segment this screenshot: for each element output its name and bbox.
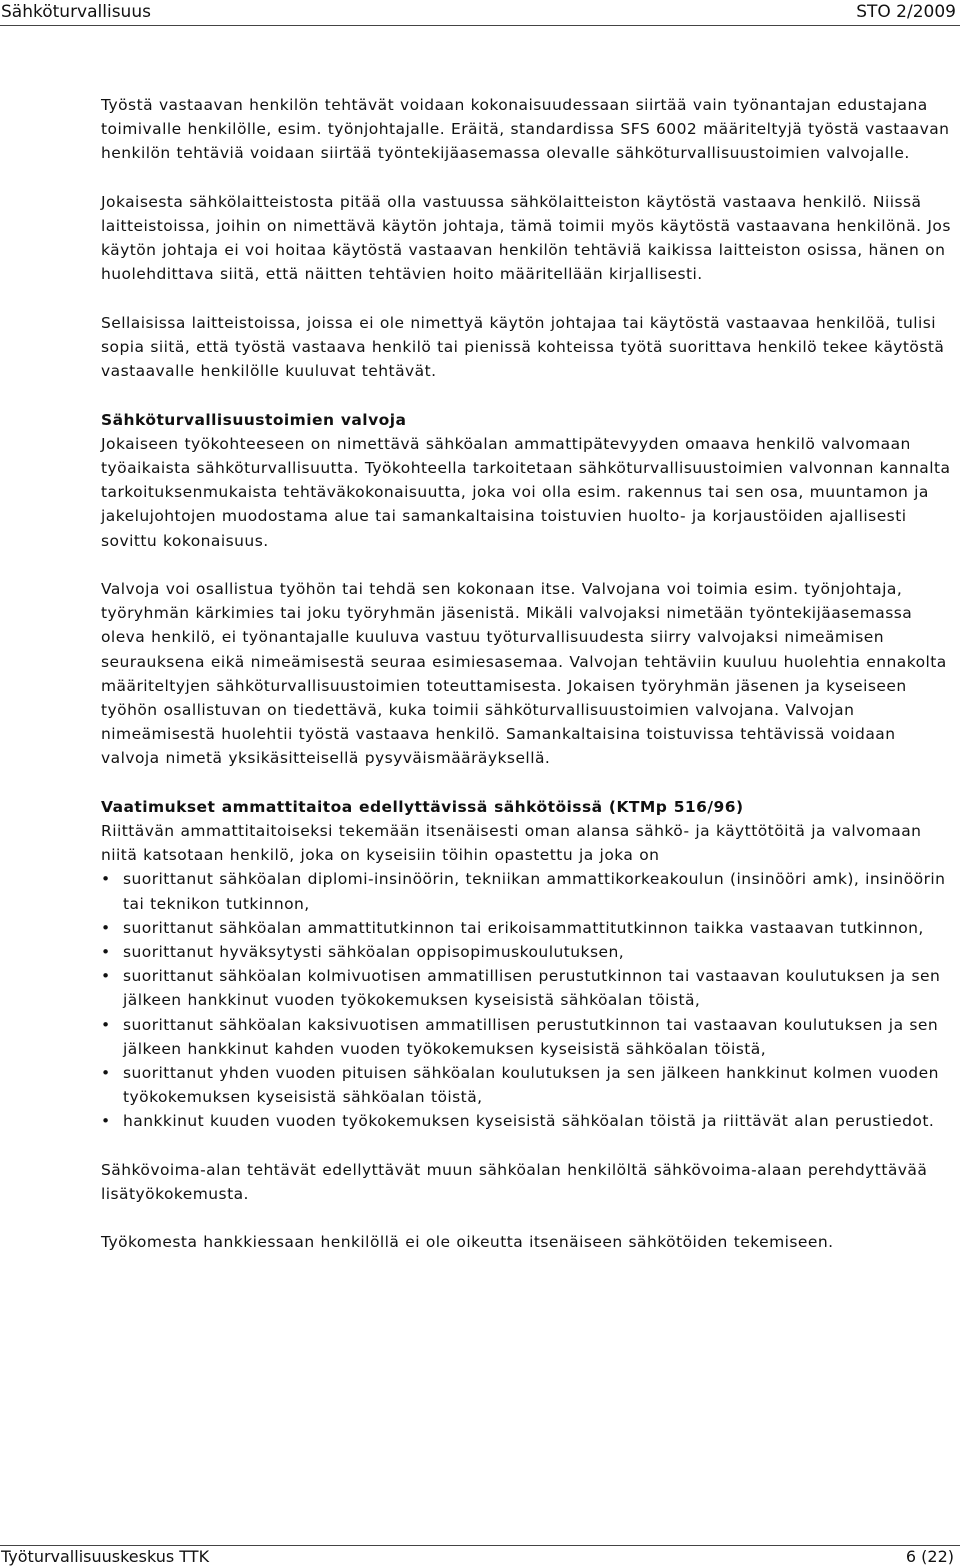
bullet-icon: • — [101, 1112, 111, 1131]
paragraph: Työstä vastaavan henkilön tehtävät voidaan kokonaisuudessaan siirtää vain työnantajan edustajana toimivalle henkilölle, esim. työnjohtajalle. Eräitä, standardissa SFS 6002 määriteltyjä työstä vastaavan henkilön tehtäviä voidaan siirtää työntekijäasemassa olevalle sähköturvallisuustoimien valvojalle. — [101, 96, 950, 163]
list-item-text: suorittanut sähköalan diplomi-insinöörin, tekniikan ammattikorkeakoulun (insinööri amk), insinöörin tai teknikon tutkinnon, — [123, 870, 946, 913]
page-footer — [0, 1545, 960, 1568]
section-heading-valvoja: Sähköturvallisuustoimien valvoja — [101, 410, 407, 429]
bullet-icon: • — [101, 943, 111, 962]
page-header — [0, 0, 960, 26]
list-item-text: suorittanut sähköalan kaksivuotisen ammatillisen perustutkinnon tai vastaavan koulutuksen ja sen jälkeen hankkinut kahden vuoden työkokemuksen kyseisistä sähköalan töistä, — [123, 1015, 939, 1058]
list-item — [101, 867, 959, 915]
paragraph: Riittävän ammattitaitoiseksi tekemään itsenäisesti oman alansa sähkö- ja käyttötöitä ja valvomaan niitä katsotaan henkilö, joka on kyseisiin töihin opastettu ja joka on — [101, 822, 922, 865]
list-item — [101, 1061, 959, 1109]
list-item — [101, 916, 959, 940]
paragraph: Sähkövoima-alan tehtävät edellyttävät muun sähköalan henkilöltä sähkövoima-alaan perehdyttävää lisätyökokemusta. — [101, 1160, 928, 1204]
paragraph: Työkomesta hankkiessaan henkilöllä ei ole oikeutta itsenäiseen sähkötöiden tekemiseen. — [101, 1233, 834, 1252]
list-item — [101, 940, 959, 964]
paragraph: Jokaiseen työkohteeseen on nimettävä sähköalan ammattipätevyyden omaava henkilö valvomaan työaikaista sähköturvallisuutta. Työkohteella tarkoitetaan sähköturvallisuustoimien valvonnan kannalta tarkoituksenmukaista tehtäväkokonaisuutta, joka voi olla esim. rakennus tai sen osa, muuntamon ja jakelujohtojen muodostama alue tai samankaltaisina toistuvien huolto- ja korjaustöiden ajallisesti sovittu kokonaisuus. — [101, 434, 951, 550]
bullet-icon: • — [101, 918, 111, 937]
page-number: 6 (22) — [905, 1547, 954, 1566]
list-item-text: hankkinut kuuden vuoden työkokemuksen kyseisistä sähköalan töistä ja riittävät alan perustiedot. — [123, 1112, 935, 1131]
list-item-text: suorittanut sähköalan ammattitutkinnon tai erikoisammattitutkinnon taikka vastaavan tutkinnon, — [123, 918, 924, 937]
bullet-icon: • — [101, 967, 111, 986]
section-heading-vaatimukset: Vaatimukset ammattitaitoa edellyttävissä sähkötöissä (KTMp 516/96) — [101, 797, 744, 816]
list-item-text: suorittanut sähköalan kolmivuotisen ammatillisen perustutkinnon tai vastaavan koulutuksen ja sen jälkeen hankkinut vuoden työkokemuksen kyseisistä sähköalan töistä, — [123, 967, 941, 1010]
list-item-text: suorittanut hyväksytysti sähköalan oppisopimuskoulutuksen, — [123, 943, 625, 962]
list-item — [101, 1109, 959, 1133]
bullet-icon: • — [101, 870, 111, 889]
list-item-text: suorittanut yhden vuoden pituisen sähköalan koulutuksen ja sen jälkeen hankkinut kolmen vuoden työkokemuksen kyseisistä sähköalan töistä, — [123, 1064, 939, 1107]
paragraph: Sellaisissa laitteistoissa, joissa ei ole nimettyä käytön johtajaa tai käytöstä vastaavaa henkilöä, tulisi sopia siitä, että työstä vastaava henkilö tai pienissä kohteissa työtä suorittava henkilö tekee käytöstä vastaavalle henkilölle kuuluvat tehtävät. — [101, 313, 945, 381]
list-item — [101, 1013, 959, 1061]
paragraph: Valvoja voi osallistua työhön tai tehdä sen kokonaan itse. Valvojana voi toimia esim. työnjohtaja, työryhmän kärkimies tai joku työryhmän jäsenistä. Mikäli valvojaksi nimetään työntekijäasemassa oleva henkilö, ei työnantajalle kuuluva vastuu työturvallisuudesta siirry valvojaksi nimeämisen seurauksena eikä nimeämisestä seuraa esimiesasemaa. Valvojan tehtäviin kuuluu huolehtia ennakolta määriteltyjen sähköturvallisuustoimien toteuttamisesta. Jokaisen työryhmän jäsenen ja kyseiseen työhön osallistuvan on tiedettävä, kuka toimii sähköturvallisuustoimien valvojana. Valvojan nimeämisestä huolehtii työstä vastaava henkilö. Samankaltaisina toistuvissa tehtävissä voidaan valvoja nimetä yksikäsitteisellä pysyväismääräyksellä. — [101, 580, 947, 768]
bullet-icon: • — [101, 1064, 111, 1083]
requirements-list — [101, 867, 959, 1133]
header-doc-id: STO 2/2009 — [856, 2, 956, 22]
document-body — [101, 93, 959, 1279]
requirements-list-wrapper — [101, 867, 959, 1133]
bullet-icon: • — [101, 1015, 111, 1034]
footer-publisher: Työturvallisuuskeskus TTK — [1, 1547, 210, 1566]
paragraph: Jokaisesta sähkölaitteistosta pitää olla vastuussa sähkölaitteiston käytöstä vastaava henkilö. Niissä laitteistoissa, joihin on nimettävä käytön johtaja, tämä toimii myös käytöstä vastaavana henkilönä. Jos käytön johtaja ei voi hoitaa käytöstä vastaavan henkilön tehtäviä kaikissa laitteiston osissa, hänen on huolehdittava siitä, että näitten tehtävien hoito määritellään kirjallisesti. — [101, 192, 951, 284]
list-item — [101, 964, 959, 1012]
header-title: Sähköturvallisuus — [1, 2, 151, 22]
